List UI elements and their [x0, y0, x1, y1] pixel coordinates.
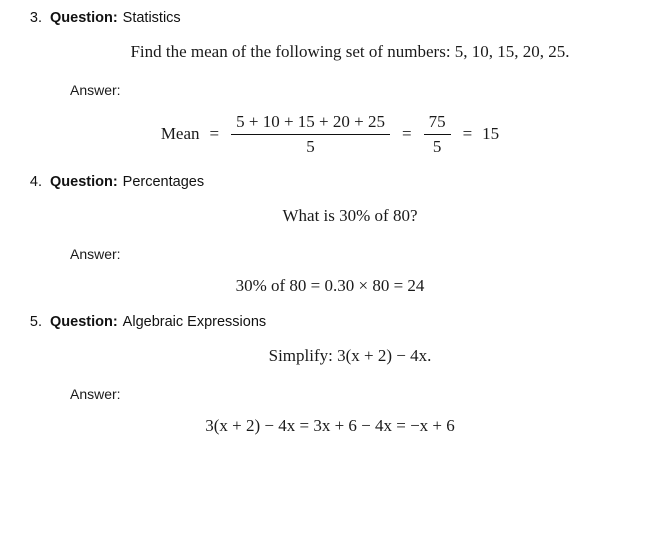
fraction-numerator-1: 5 + 10 + 15 + 20 + 25: [236, 112, 385, 131]
equals-sign-3: =: [462, 124, 473, 144]
question-heading-3: [14, 10, 646, 26]
fraction-denominator-2: 5: [424, 134, 451, 157]
fraction-numerator-2: 75: [428, 112, 446, 131]
question-topic-4: Percentages: [122, 174, 205, 191]
solution-equation-3: [14, 112, 646, 156]
question-number-5: 5.: [29, 314, 42, 331]
answer-label-5: Answer:: [70, 386, 121, 403]
equals-sign-2: =: [401, 124, 412, 144]
question-topic-3: Statistics: [122, 10, 181, 26]
question-label-5: Question:: [50, 314, 118, 331]
question-statement-5: Simplify: 3(x + 2) − 4x.: [268, 346, 432, 366]
question-statement-3: Find the mean of the following set of numbers: 5, 10, 15, 20, 25.: [130, 42, 570, 61]
question-heading-5: [14, 314, 646, 330]
solution-equation-4: 30% of 80 = 0.30 × 80 = 24: [235, 276, 425, 296]
mean-symbol: Mean: [160, 124, 200, 144]
fraction-seventyfive-over-five: [424, 112, 451, 156]
fraction-denominator-1: 5: [231, 134, 390, 157]
question-item-4: [14, 174, 646, 296]
fraction-sum-over-five: [231, 112, 390, 156]
question-topic-5: Algebraic Expressions: [122, 314, 267, 331]
question-number-4: 4.: [29, 174, 42, 191]
question-number-3: 3.: [29, 10, 42, 26]
question-label-3: Question:: [50, 10, 118, 26]
solution-result-3: 15: [482, 124, 500, 144]
question-label-4: Question:: [50, 174, 118, 191]
solution-equation-5: 3(x + 2) − 4x = 3x + 6 − 4x = −x + 6: [205, 416, 455, 436]
question-statement-4: What is 30% of 80?: [282, 206, 418, 226]
answer-label-4: Answer:: [70, 246, 121, 263]
equals-sign-1: =: [209, 124, 220, 144]
question-heading-4: [14, 174, 646, 190]
question-item-5: [14, 314, 646, 436]
question-item-3: [14, 10, 646, 156]
answer-label-3: Answer:: [70, 82, 121, 98]
